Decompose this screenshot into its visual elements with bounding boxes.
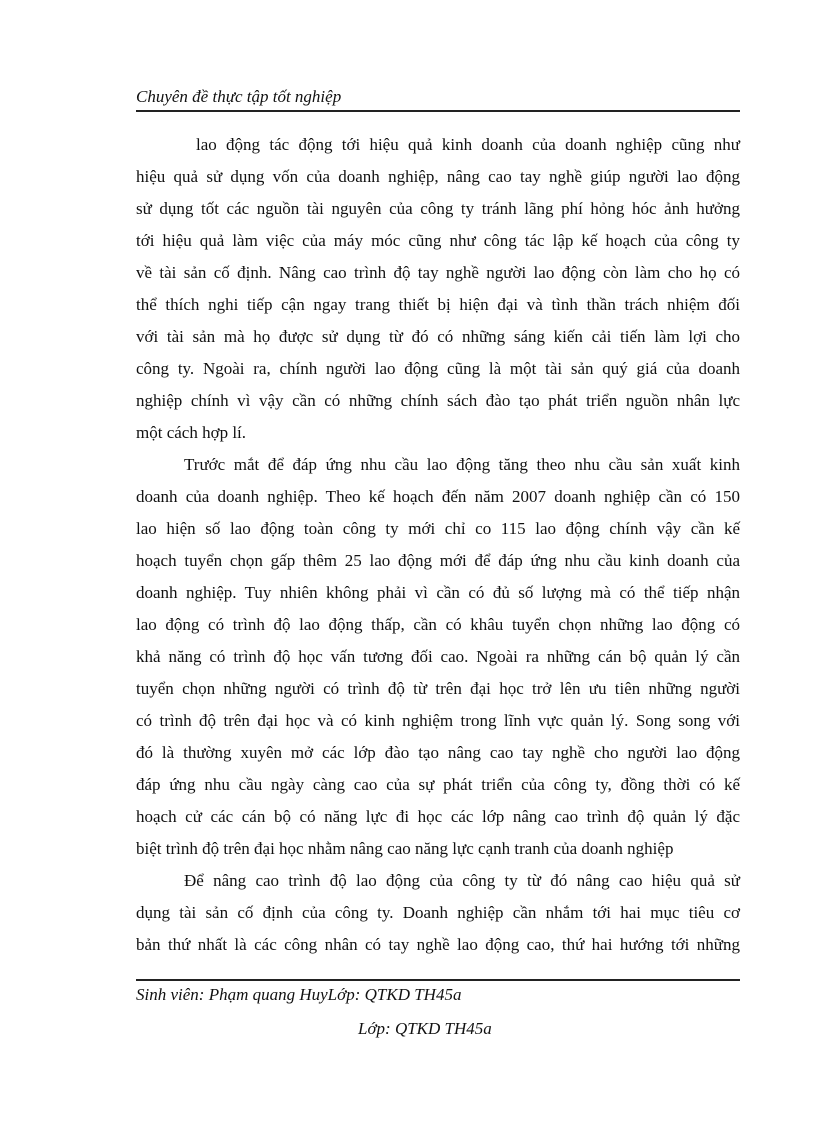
text-line: nghiệp chính vì vậy cần có những chính sách đào tạo phát triển nguồn nhân lực [136, 391, 740, 410]
text-line: một cách hợp lí. [136, 423, 247, 442]
text-line: doanh nghiệp. Tuy nhiên không phải vì cần có đủ số lượng mà có thể tiếp nhận [136, 583, 740, 602]
footer-class-line: Lớp: QTKD TH45a [358, 1019, 492, 1038]
text-line: biệt trình độ trên đại học nhằm nâng cao năng lực cạnh tranh của doanh nghiệp [136, 839, 674, 858]
text-line: bản thứ nhất là các công nhân có tay nghề lao động cao, thứ hai hướng tới những [136, 935, 740, 954]
text-line: công ty. Ngoài ra, chính người lao động cũng là một tài sản quý giá của doanh [136, 359, 740, 378]
text-line: đáp ứng nhu cầu ngày càng cao của sự phát triển của công ty, đồng thời có kế [136, 775, 740, 794]
text-line: với tài sản mà họ được sử dụng từ đó có những sáng kiến cải tiến làm lợi cho [136, 327, 740, 346]
text-line: doanh của doanh nghiệp. Theo kế hoạch đến năm 2007 doanh nghiệp cần có 150 [136, 487, 740, 506]
text-line: về tài sản cố định. Nâng cao trình độ tay nghề người lao động còn làm cho họ có [136, 263, 740, 282]
text-line: hiệu quả sử dụng vốn của doanh nghiệp, nâng cao tay nghề giúp người lao động [136, 167, 740, 186]
text-line: tới hiệu quả làm việc của máy móc cũng như công tác lập kế hoạch của công ty [136, 231, 740, 250]
text-line: lao hiện số lao động toàn công ty mới chỉ co 115 lao động chính vậy cần kế [136, 519, 740, 538]
text-line: khả năng có trình độ học vấn tương đối cao. Ngoài ra những cán bộ quản lý cần [136, 647, 740, 666]
paragraph-3 [136, 865, 740, 961]
text-line: dụng tài sản cố định của công ty. Doanh nghiệp cần nhắm tới hai mục tiêu cơ [136, 903, 740, 922]
text-line: Để nâng cao trình độ lao động của công ty từ đó nâng cao hiệu quả sử [184, 871, 740, 890]
text-line: sử dụng tốt các nguồn tài nguyên của công ty tránh lãng phí hỏng hóc ảnh hưởng [136, 199, 740, 218]
footer-student-line: Sinh viên: Phạm quang HuyLớp: QTKD TH45a [136, 985, 462, 1004]
text-line: Trước mắt để đáp ứng nhu cầu lao động tăng theo nhu cầu sản xuất kinh [184, 455, 740, 474]
text-line: tuyển chọn những người có trình độ từ trên đại học trở lên ưu tiên những người [136, 679, 740, 698]
text-line: thể thích nghi tiếp cận ngay trang thiết bị hiện đại và tình thần trách nhiệm đối [136, 295, 740, 314]
text-line: hoạch tuyển chọn gấp thêm 25 lao động mới để đáp ứng nhu cầu kinh doanh của [136, 551, 740, 570]
text-line: có trình độ trên đại học và có kinh nghiệm trong lĩnh vực quản lý. Song song với [136, 711, 740, 730]
paragraph-1 [136, 129, 740, 449]
paragraph-2 [136, 449, 740, 865]
page-header [136, 86, 740, 112]
text-line: lao động có trình độ lao động thấp, cần có khâu tuyển chọn những lao động có [136, 615, 740, 634]
text-line: đó là thường xuyên mở các lớp đào tạo nâng cao tay nghề cho người lao động [136, 743, 740, 762]
document-body [136, 129, 740, 961]
footer-divider [136, 979, 740, 981]
header-title: Chuyên đề thực tập tốt nghiệp [136, 87, 342, 106]
text-line: hoạch cử các cán bộ có năng lực đi học các lớp nâng cao trình độ quản lý đặc [136, 807, 740, 826]
text-line: lao động tác động tới hiệu quả kinh doanh của doanh nghiệp cũng như [196, 135, 740, 154]
